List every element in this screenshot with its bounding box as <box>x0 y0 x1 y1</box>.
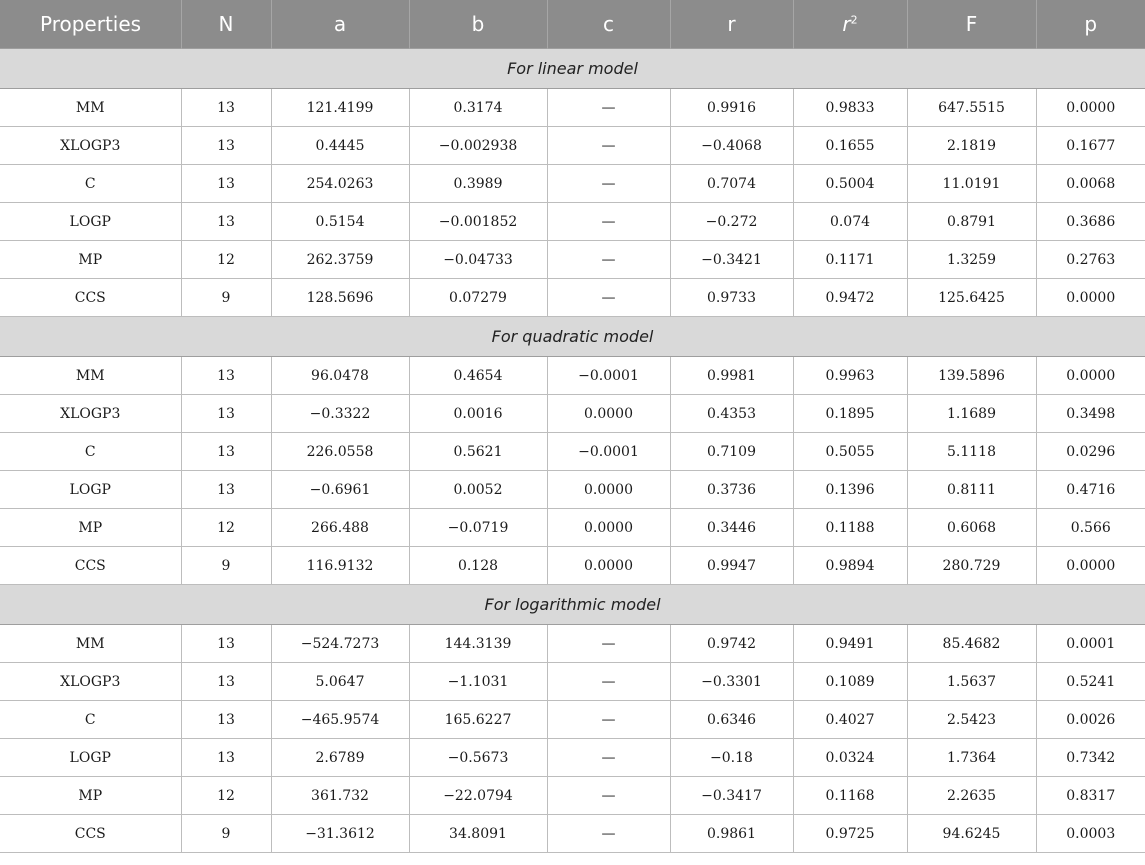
cell-c: — <box>547 663 670 701</box>
cell-a: 0.5154 <box>271 203 409 241</box>
section-header-row <box>0 49 1145 89</box>
cell-a: −0.6961 <box>271 471 409 509</box>
table-row <box>0 127 1145 165</box>
cell-r: −0.3417 <box>670 777 793 815</box>
cell-r-squared: 0.9894 <box>793 547 907 585</box>
cell-b: −1.1031 <box>409 663 547 701</box>
cell-f: 1.3259 <box>907 241 1036 279</box>
cell-r: −0.3421 <box>670 241 793 279</box>
cell-a: 5.0647 <box>271 663 409 701</box>
cell-c: — <box>547 203 670 241</box>
table-row <box>0 663 1145 701</box>
cell-f: 647.5515 <box>907 89 1036 127</box>
cell-a: 266.488 <box>271 509 409 547</box>
cell-n: 9 <box>181 815 271 853</box>
cell-p: 0.7342 <box>1036 739 1145 777</box>
cell-r-squared: 0.1396 <box>793 471 907 509</box>
cell-f: 2.5423 <box>907 701 1036 739</box>
cell-f: 94.6245 <box>907 815 1036 853</box>
cell-c: — <box>547 625 670 663</box>
section-header-row <box>0 585 1145 625</box>
cell-p: 0.4716 <box>1036 471 1145 509</box>
cell-r-squared: 0.9491 <box>793 625 907 663</box>
cell-f: 139.5896 <box>907 357 1036 395</box>
cell-a: −31.3612 <box>271 815 409 853</box>
cell-c: 0.0000 <box>547 547 670 585</box>
cell-a: 128.5696 <box>271 279 409 317</box>
cell-r-squared: 0.5004 <box>793 165 907 203</box>
cell-r: −0.3301 <box>670 663 793 701</box>
cell-r: −0.4068 <box>670 127 793 165</box>
cell-c: — <box>547 279 670 317</box>
table-row <box>0 357 1145 395</box>
cell-r-squared: 0.1188 <box>793 509 907 547</box>
cell-n: 12 <box>181 509 271 547</box>
cell-a: 0.4445 <box>271 127 409 165</box>
cell-r: 0.9947 <box>670 547 793 585</box>
cell-properties: XLOGP3 <box>0 663 181 701</box>
table-row <box>0 241 1145 279</box>
cell-f: 0.8791 <box>907 203 1036 241</box>
cell-properties: MP <box>0 509 181 547</box>
cell-r-squared: 0.1171 <box>793 241 907 279</box>
cell-properties: C <box>0 701 181 739</box>
cell-b: 0.3989 <box>409 165 547 203</box>
table-row <box>0 547 1145 585</box>
cell-r-squared: 0.1089 <box>793 663 907 701</box>
cell-p: 0.0026 <box>1036 701 1145 739</box>
cell-r: 0.9861 <box>670 815 793 853</box>
cell-properties: CCS <box>0 547 181 585</box>
cell-f: 280.729 <box>907 547 1036 585</box>
table-row <box>0 701 1145 739</box>
cell-n: 13 <box>181 165 271 203</box>
table-row <box>0 395 1145 433</box>
table-row <box>0 165 1145 203</box>
cell-a: 254.0263 <box>271 165 409 203</box>
cell-c: — <box>547 777 670 815</box>
cell-n: 13 <box>181 127 271 165</box>
cell-r: 0.9733 <box>670 279 793 317</box>
section-title: For quadratic model <box>0 317 1145 357</box>
cell-properties: CCS <box>0 279 181 317</box>
cell-p: 0.0000 <box>1036 357 1145 395</box>
cell-b: 34.8091 <box>409 815 547 853</box>
cell-p: 0.3498 <box>1036 395 1145 433</box>
cell-r-squared: 0.4027 <box>793 701 907 739</box>
table-row <box>0 739 1145 777</box>
cell-a: 116.9132 <box>271 547 409 585</box>
header-row <box>0 0 1145 49</box>
cell-f: 1.5637 <box>907 663 1036 701</box>
table-body <box>0 49 1145 853</box>
cell-b: 0.128 <box>409 547 547 585</box>
table-row <box>0 777 1145 815</box>
cell-p: 0.1677 <box>1036 127 1145 165</box>
cell-p: 0.0068 <box>1036 165 1145 203</box>
cell-properties: C <box>0 433 181 471</box>
header-r: r <box>670 0 793 49</box>
cell-c: 0.0000 <box>547 395 670 433</box>
cell-r: 0.4353 <box>670 395 793 433</box>
cell-r-squared: 0.9963 <box>793 357 907 395</box>
cell-b: −0.002938 <box>409 127 547 165</box>
cell-a: 2.6789 <box>271 739 409 777</box>
cell-r: 0.3736 <box>670 471 793 509</box>
cell-f: 2.2635 <box>907 777 1036 815</box>
cell-b: 0.07279 <box>409 279 547 317</box>
header-n: N <box>181 0 271 49</box>
cell-a: −524.7273 <box>271 625 409 663</box>
cell-properties: MP <box>0 241 181 279</box>
cell-b: 0.5621 <box>409 433 547 471</box>
cell-f: 85.4682 <box>907 625 1036 663</box>
cell-b: −22.0794 <box>409 777 547 815</box>
cell-r-squared: 0.9833 <box>793 89 907 127</box>
cell-r-squared: 0.1655 <box>793 127 907 165</box>
table-row <box>0 509 1145 547</box>
table-row <box>0 89 1145 127</box>
cell-b: −0.0719 <box>409 509 547 547</box>
cell-r: 0.7074 <box>670 165 793 203</box>
cell-c: — <box>547 815 670 853</box>
table-row <box>0 471 1145 509</box>
cell-c: −0.0001 <box>547 433 670 471</box>
cell-f: 5.1118 <box>907 433 1036 471</box>
cell-properties: XLOGP3 <box>0 395 181 433</box>
cell-r: −0.272 <box>670 203 793 241</box>
header-r-squared-exponent: 2 <box>850 13 858 27</box>
cell-p: 0.0296 <box>1036 433 1145 471</box>
cell-a: 96.0478 <box>271 357 409 395</box>
cell-f: 11.0191 <box>907 165 1036 203</box>
cell-a: 226.0558 <box>271 433 409 471</box>
cell-p: 0.0000 <box>1036 279 1145 317</box>
cell-a: −465.9574 <box>271 701 409 739</box>
cell-b: 0.0016 <box>409 395 547 433</box>
header-r-squared-base: r <box>842 12 851 36</box>
cell-r: 0.7109 <box>670 433 793 471</box>
cell-b: 165.6227 <box>409 701 547 739</box>
header-f: F <box>907 0 1036 49</box>
cell-f: 1.1689 <box>907 395 1036 433</box>
cell-c: — <box>547 701 670 739</box>
cell-f: 125.6425 <box>907 279 1036 317</box>
cell-b: 0.3174 <box>409 89 547 127</box>
cell-b: −0.04733 <box>409 241 547 279</box>
cell-a: 121.4199 <box>271 89 409 127</box>
cell-properties: MM <box>0 625 181 663</box>
cell-b: −0.5673 <box>409 739 547 777</box>
cell-properties: XLOGP3 <box>0 127 181 165</box>
cell-r-squared: 0.1895 <box>793 395 907 433</box>
cell-properties: LOGP <box>0 471 181 509</box>
cell-n: 13 <box>181 663 271 701</box>
cell-p: 0.3686 <box>1036 203 1145 241</box>
header-properties: Properties <box>0 0 181 49</box>
cell-n: 13 <box>181 89 271 127</box>
cell-n: 13 <box>181 739 271 777</box>
cell-p: 0.0001 <box>1036 625 1145 663</box>
cell-r: 0.9742 <box>670 625 793 663</box>
header-b: b <box>409 0 547 49</box>
header-p: p <box>1036 0 1145 49</box>
cell-r-squared: 0.5055 <box>793 433 907 471</box>
cell-a: 361.732 <box>271 777 409 815</box>
cell-p: 0.2763 <box>1036 241 1145 279</box>
cell-n: 13 <box>181 433 271 471</box>
cell-properties: C <box>0 165 181 203</box>
header-c: c <box>547 0 670 49</box>
table-row <box>0 433 1145 471</box>
header-r-squared <box>793 0 907 49</box>
cell-a: 262.3759 <box>271 241 409 279</box>
cell-n: 9 <box>181 279 271 317</box>
cell-c: — <box>547 89 670 127</box>
cell-c: −0.0001 <box>547 357 670 395</box>
cell-b: 0.0052 <box>409 471 547 509</box>
table-row <box>0 279 1145 317</box>
table-row <box>0 625 1145 663</box>
cell-r-squared: 0.9472 <box>793 279 907 317</box>
table-row <box>0 815 1145 853</box>
cell-f: 0.6068 <box>907 509 1036 547</box>
cell-properties: MM <box>0 89 181 127</box>
cell-properties: LOGP <box>0 203 181 241</box>
cell-p: 0.8317 <box>1036 777 1145 815</box>
cell-r: −0.18 <box>670 739 793 777</box>
cell-f: 2.1819 <box>907 127 1036 165</box>
table-row <box>0 203 1145 241</box>
cell-p: 0.566 <box>1036 509 1145 547</box>
cell-n: 13 <box>181 203 271 241</box>
table-header <box>0 0 1145 49</box>
cell-r-squared: 0.0324 <box>793 739 907 777</box>
cell-properties: CCS <box>0 815 181 853</box>
cell-f: 0.8111 <box>907 471 1036 509</box>
cell-p: 0.5241 <box>1036 663 1145 701</box>
cell-c: — <box>547 241 670 279</box>
cell-b: 0.4654 <box>409 357 547 395</box>
cell-properties: MP <box>0 777 181 815</box>
cell-r-squared: 0.074 <box>793 203 907 241</box>
cell-c: — <box>547 165 670 203</box>
cell-n: 12 <box>181 777 271 815</box>
cell-c: — <box>547 127 670 165</box>
cell-b: 144.3139 <box>409 625 547 663</box>
cell-r: 0.9981 <box>670 357 793 395</box>
cell-n: 13 <box>181 701 271 739</box>
cell-b: −0.001852 <box>409 203 547 241</box>
cell-n: 13 <box>181 395 271 433</box>
cell-p: 0.0003 <box>1036 815 1145 853</box>
header-a: a <box>271 0 409 49</box>
cell-c: — <box>547 739 670 777</box>
cell-p: 0.0000 <box>1036 547 1145 585</box>
cell-f: 1.7364 <box>907 739 1036 777</box>
cell-n: 9 <box>181 547 271 585</box>
cell-properties: MM <box>0 357 181 395</box>
cell-c: 0.0000 <box>547 509 670 547</box>
cell-n: 12 <box>181 241 271 279</box>
cell-n: 13 <box>181 471 271 509</box>
cell-r-squared: 0.1168 <box>793 777 907 815</box>
cell-r-squared: 0.9725 <box>793 815 907 853</box>
section-title: For linear model <box>0 49 1145 89</box>
cell-c: 0.0000 <box>547 471 670 509</box>
section-header-row <box>0 317 1145 357</box>
cell-r: 0.9916 <box>670 89 793 127</box>
cell-n: 13 <box>181 625 271 663</box>
cell-n: 13 <box>181 357 271 395</box>
section-title: For logarithmic model <box>0 585 1145 625</box>
cell-properties: LOGP <box>0 739 181 777</box>
cell-a: −0.3322 <box>271 395 409 433</box>
cell-p: 0.0000 <box>1036 89 1145 127</box>
cell-r: 0.6346 <box>670 701 793 739</box>
cell-r: 0.3446 <box>670 509 793 547</box>
